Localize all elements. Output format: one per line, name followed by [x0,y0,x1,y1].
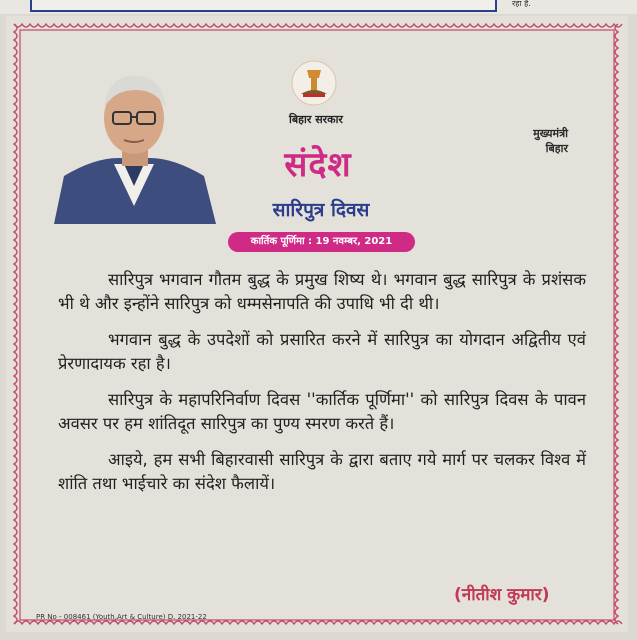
cm-title-line1: मुख्यमंत्री [533,127,568,140]
pr-number: PR No - 008461 (Youth,Art & Culture) D. 2021-22 [36,613,207,621]
govt-label: बिहार सरकार [289,113,343,126]
message-body [58,268,586,508]
paragraph-1: सारिपुत्र भगवान गौतम बुद्ध के प्रमुख शिष्य थे। भगवान बुद्ध सारिपुत्र के प्रशंसक भी थे और इन्होंने सारिपुत्र को धम्मसेनापति की उपाधि भी दी थी। [58,270,586,313]
previous-article-box [30,0,497,12]
previous-article-text: रहा है. [512,0,531,8]
newspaper-top-strip [0,0,637,14]
date-badge: कार्तिक पूर्णिमा : 19 नवम्बर, 2021 [228,232,415,252]
signature: (नीतीश कुमार) [454,585,550,605]
paragraph-4: आइये, हम सभी बिहारवासी सारिपुत्र के द्वारा बताए गये मार्ग पर चलकर विश्व में शांति तथा भाईचारे का संदेश फैलायें। [58,450,586,493]
chief-minister-title [506,126,568,156]
paragraph-2: भगवान बुद्ध के उपदेशों को प्रसारित करने में सारिपुत्र का योगदान अद्वितीय एवं प्रेरणादायक रहा है। [58,330,586,373]
paragraph-3: सारिपुत्र के महापरिनिर्वाण दिवस ''कार्तिक पूर्णिमा'' को सारिपुत्र दिवस के पावन अवसर पर हम शांतिदूत सारिपुत्र का पुण्य स्मरण करते हैं। [58,390,586,433]
chief-minister-portrait-icon [44,56,224,226]
message-title: संदेश [284,145,352,185]
government-notice [6,16,628,632]
cm-title-line2: बिहार [545,142,568,155]
message-subtitle: सारिपुत्र दिवस [272,199,370,221]
bihar-govt-emblem-icon [291,60,337,106]
